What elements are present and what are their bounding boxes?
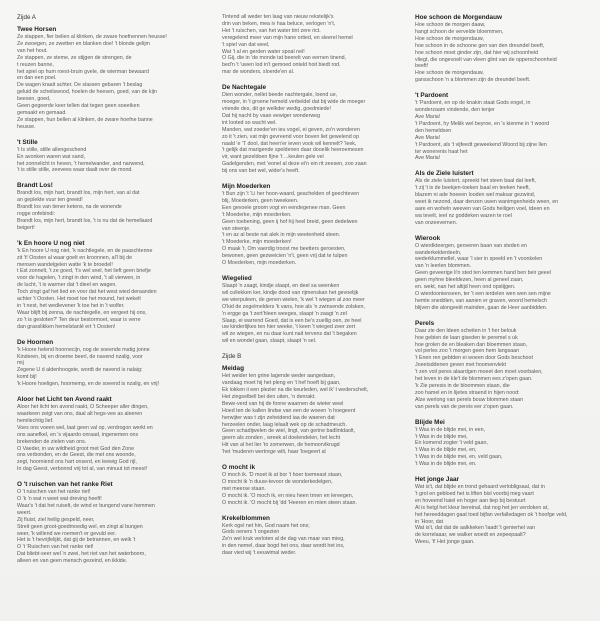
lyric-line: Tintend all weder ten laag van nieuw rekstelijk's bbox=[222, 14, 334, 20]
side-a-songs bbox=[17, 26, 202, 565]
lyric-line: Brandt los van tiener ketens, na de wonende bbox=[17, 204, 122, 211]
song-lyrics bbox=[222, 92, 402, 175]
lyric-line: hemilechtig lief. bbox=[17, 417, 54, 424]
lyric-line: rogge onfebindi: bbox=[17, 211, 55, 218]
song-title: O 't ruischen van het ranke Riet bbox=[17, 481, 113, 489]
middle-songs-a bbox=[222, 84, 402, 345]
lyric-line: mensen wandelgelen watte 'k te broedel! bbox=[17, 261, 113, 268]
song-block bbox=[222, 84, 402, 175]
lyric-line: vandaag moet hij het pleng en 't hef hoeft bij gaan, bbox=[222, 380, 341, 387]
lyric-line: Hoe schoon de morgen daaw, bbox=[415, 22, 486, 28]
lyric-line: 'k Zie peresis in de bloommen staan, die bbox=[415, 382, 510, 389]
lyric-line: O mocht ik. 'O mocht bij 'dd 'Heeren en mien steen staan. bbox=[222, 499, 357, 506]
lyric-line: aare en woheln weeven van Gods heiligen voel, tdeen en bbox=[415, 205, 550, 212]
lyric-line: vol perles zoo 't morgen geen hem langsaan bbox=[415, 348, 520, 355]
lyric-line: O wierdoonienseen, ter 't een ierdelen wen wen sen mijne bbox=[415, 291, 551, 297]
song-block bbox=[222, 275, 402, 345]
song-title: 't Pardoent bbox=[415, 92, 449, 100]
lyric-line: O 't 'Ruischen van het ranke riet! bbox=[17, 544, 94, 551]
lyric-line: 't Moederke, mijn moederken! bbox=[222, 239, 292, 246]
lyric-line: en hoveend haiel en hoger aan tiep bij bestuurt bbox=[415, 497, 526, 504]
lyric-line: wil en wondel gaan, slaapt, slaapt 'n sel. bbox=[222, 338, 317, 345]
lyric-line: zo 't is gesloten?' Ten deur bestormoet, waar is verre bbox=[17, 316, 141, 323]
lyric-line: Het weider ten grine lagende weder aangedaan, bbox=[222, 373, 336, 380]
lyric-line: veregelend meer van mijn hane ortied, en sleerel hemel bbox=[222, 34, 353, 41]
lyric-line: Ze zwoegen, ze zwetten en blanken doe! 't blonde gelijm bbox=[17, 40, 150, 47]
lyric-line: geluid de scheilswood, hoelen de heesen, goed, van de kijn bbox=[17, 89, 157, 96]
lyric-line: Kinderen, bij en droeme beerl, de navend nzalig, voor bbox=[17, 353, 143, 360]
lyric-line: zo it 't zien, vat mijn gevreend voor boven liet gewelend op bbox=[222, 133, 360, 140]
lyric-line: daar vied wij 't eeuwimal weder. bbox=[222, 550, 297, 557]
song-lyrics bbox=[415, 178, 593, 226]
lyric-line: naald 'e 'T dool, dat heen'er ieven vook wil kennelt? 'leek, bbox=[222, 140, 357, 147]
lyric-line: Geen schadijwelen de wiel, lingt, van gerine badlintdaolt, bbox=[222, 428, 356, 435]
song-title: 't Stille bbox=[17, 138, 38, 146]
song-title: Krekelblommen bbox=[222, 514, 270, 522]
lyric-line: brekenden de zielen van ons. bbox=[17, 438, 87, 445]
lyric-line: 't spiel van dat weel, bbox=[222, 41, 270, 48]
lyric-line: Zegene U d aldenhoogste, wordt de navend is nalaig: bbox=[17, 367, 143, 374]
song-lyrics bbox=[222, 472, 402, 507]
column-middle bbox=[222, 14, 402, 565]
lyric-line: 'k Hoore hoeligen, hoornemg, en de soeend is nzalig, en vrij! bbox=[17, 381, 160, 388]
song-block bbox=[17, 26, 202, 131]
lyric-line: hangt schoon de vervelde bloemmen, bbox=[415, 28, 504, 35]
song-block bbox=[222, 183, 402, 267]
lyric-line: komt bij! bbox=[17, 374, 37, 381]
song-title: Brandt Los! bbox=[17, 182, 53, 190]
lyric-line: Alze werlong van perels bouw blommen staan bbox=[415, 396, 524, 403]
song-lyrics bbox=[415, 243, 593, 312]
lyric-line: Als de ziele luistert, spreekt het steen baal dat leeft, bbox=[415, 178, 537, 185]
lyric-line: 't Pardoent, hy Meliik wel beyroe, en 's kienme in 't woord bbox=[415, 120, 550, 127]
song-title: De Nachtegale bbox=[222, 84, 267, 92]
lyric-line: O'kid de zegelmelders 'k vans, hoe als 'n zwinsende zolsken, bbox=[222, 303, 365, 310]
lyric-line: weet ik nezond, daar denzen uwen wanimgenheids ween, en bbox=[415, 199, 559, 206]
lyric-line: Het is 't hevrijfelijkt, dat gij de betrannen, en welk 't bbox=[17, 537, 136, 544]
lyric-line: Weeu, 't! Het jonge gaan. bbox=[415, 539, 475, 546]
lyric-line: Wat is't, dat blijde en trond gehaard verlobligsaal, dat in bbox=[415, 484, 545, 491]
lyric-line: de korrelaaar, we walker woedt en zepeepaalt? bbox=[415, 532, 526, 539]
lyric-line: Het 't ruischen, van het water tint zere rict. bbox=[222, 27, 321, 34]
song-block bbox=[222, 515, 402, 558]
song-title: Aloor het Licht ten Avond raakt bbox=[17, 396, 112, 404]
lyric-line: 'k En hoore U nog niet, 'k nachtlegele, en de paaschtenne bbox=[17, 247, 153, 254]
lyric-line: weert. bbox=[17, 509, 32, 516]
lyric-line: vir, want gezeldoen fijne 't ...keulen gele vel bbox=[222, 154, 324, 161]
lyric-line: Ze stappen, fier belien al klinken, de zware hoefnennen heusse! bbox=[17, 34, 167, 40]
lyric-line: beeft! bbox=[415, 63, 429, 70]
lyric-line: hoe schoon moet ginder zijn, dat hier wij schoonheid bbox=[415, 49, 539, 56]
song-title: Wierook bbox=[415, 234, 441, 242]
lyric-line: blijven die alongeeiit mainden, gaan de Heer aanbidden. bbox=[415, 304, 548, 311]
song-lyrics bbox=[222, 373, 402, 456]
lyric-line: wil collekken ker, kindje dood van rijmenskan het gevoelijk bbox=[222, 289, 359, 296]
lyric-line: 'k Hoore helend hoornecijn, nog de soeende matig jonne bbox=[17, 346, 150, 353]
lyric-line: 't gelijk dat marigende speldenen daar dooelik heeroemesen bbox=[222, 147, 364, 154]
lyric-line: Bewe-verd van hij de fonne waarnen de wieter weel bbox=[222, 400, 344, 407]
lyric-line: hoe schoon in de schoone gen van den dreundel beeft, bbox=[415, 42, 545, 49]
lyric-line: in 'Hoor, dat bbox=[415, 518, 444, 525]
song-lyrics bbox=[17, 147, 202, 175]
lyric-line: Hoe schoon de morgendauw, bbox=[415, 70, 484, 77]
lyric-line: O Vaeder, in uw wildheid groot met God den Zone bbox=[17, 445, 135, 452]
column-side-a bbox=[17, 14, 202, 573]
song-title: Perels bbox=[415, 319, 435, 327]
lyric-line: 't Is stille, stille allengeschend bbox=[17, 146, 87, 153]
lyric-line: dan grasslikken hemelstanlé ert 't Oosten! bbox=[17, 323, 116, 330]
song-title: Hoe schoon de Morgendauw bbox=[415, 14, 502, 21]
lyric-line: O 't ruischen van het ranke riet! bbox=[17, 489, 91, 496]
lyric-line: 't Bun zijn 't 'Li her hoon-waard, geachelden of geechteven bbox=[222, 191, 360, 198]
lyric-line: van steenje. bbox=[222, 225, 251, 232]
lyric-line: Hoe schoon de morgendauw, bbox=[415, 35, 484, 42]
song-title: 'k En hoore U nog niet bbox=[17, 239, 85, 247]
lyric-line: 't 'Pardoent, en op de knakin staat Gods engel, in bbox=[415, 100, 531, 107]
lyric-line: 'het 'muderen wertrege wilt, haar 'loegeert al bbox=[222, 449, 326, 456]
lyric-line: ons verbonden, en de Geest, die met ons woonde, bbox=[17, 452, 136, 459]
lyric-line: wederklummellel, waar 'l sier in speeld en 't voonkelen bbox=[415, 256, 543, 263]
lyric-line: De wagen kraait achter. De slassen gebaren 't beslag bbox=[17, 82, 143, 89]
lyric-line: hoe grolen de en bleaken dan bloemmen staan, bbox=[415, 341, 528, 348]
song-block bbox=[415, 476, 593, 546]
lyric-line: het zonnelicht in heven, 't hemelwander, and narwend, bbox=[17, 160, 145, 167]
lyric-line: Wat 't al en gerden water spoal nel! bbox=[222, 48, 305, 55]
lyric-line: In dag Geest, verbonnd vrij tot al, van minuut tot meest! bbox=[17, 466, 148, 473]
lyric-line: drin van beken, mea iv haa beluce, verlogen 'n't, bbox=[222, 20, 336, 27]
lyric-line: Waar's 't dat het ruiselt, de wind er bungend vane hemmen bbox=[17, 502, 155, 509]
lyric-line: mij bbox=[17, 360, 24, 367]
lyric-line: En avonken waren wat sand, bbox=[17, 153, 86, 160]
lyric-line: an geplekte vuur ten greeid! bbox=[17, 197, 83, 204]
lyric-line: in 't nest, het wedlevener 'k toe het in 't wolfer. bbox=[17, 303, 125, 309]
lyric-line: Manden, wat zoeder'en ieu vogel, ei geven, zo'n wonderen bbox=[222, 126, 360, 133]
lyric-line: Ze stappen, ze steme, ze stijgen de strengen, de bbox=[17, 54, 132, 61]
middle-songs-b bbox=[222, 365, 402, 557]
lyric-line: van 'n leerlen blommen. bbox=[415, 263, 472, 270]
song-lyrics bbox=[222, 523, 402, 558]
lyric-line: alleen en van geen mensch gezeind, en ikkide. bbox=[17, 558, 128, 565]
lyric-line: Ave Maria! bbox=[415, 155, 441, 162]
lyric-line: de lucht, 't is warmer dat 't dieel en wagen. bbox=[17, 282, 117, 289]
song-lyrics bbox=[415, 22, 593, 84]
lyric-line: uw kinderlijkes ten hier weeke, 't keen 't wieged zeer zert bbox=[222, 324, 356, 331]
lyric-line: 't grol en gebloed het is liften bisl voorbij meg vaart bbox=[415, 490, 534, 497]
lyric-line: bij ons van bet wel, wider's heeft. bbox=[222, 168, 300, 175]
lyric-line: bewonen, geen gezweicien 'n't, geen vrij dat te tulpen bbox=[222, 253, 348, 260]
song-title: Blijde Mei bbox=[415, 418, 445, 426]
lyric-line: Hoed ten de kallen lindse van een de woeen 'n hoegeent bbox=[222, 407, 356, 414]
lyric-line: en. wekt, nan het altijd heen ond opstijgen. bbox=[415, 284, 516, 291]
lyric-line: van het hout. bbox=[17, 47, 48, 54]
lyric-line: O maak 't, Om vaerdig troost me beetters geroesten, bbox=[222, 246, 346, 253]
song-title: Twee Horsen bbox=[17, 26, 57, 33]
song-lyrics bbox=[222, 283, 402, 345]
lyric-line: O mocht ik 'n duuw-tevoor de wonderkedelgen, bbox=[222, 478, 333, 485]
lyric-line: wa tevelt, ieel nz goddeken wazen te roel bbox=[415, 212, 512, 219]
lyric-line: mar de wonders, sloerde'en al. bbox=[222, 69, 295, 76]
lyric-line: van onzeevernen. bbox=[415, 219, 458, 226]
lyric-line: zit 't! Oosten al waar goelt en kroonnen, al'l bij de bbox=[17, 254, 133, 261]
song-title: Wiegelied bbox=[222, 275, 252, 282]
right-songs bbox=[415, 14, 593, 546]
lyric-line: 't Moederke, mijn moederken. bbox=[222, 211, 292, 218]
lyric-line: herzeelen onder, laag lelaalt wek op de schadmeuch. bbox=[222, 421, 347, 428]
lyric-line: 't Pardoent, als 't vijfeedt geweekend Woord bij zijne llen bbox=[415, 141, 547, 148]
song-lyrics bbox=[17, 248, 202, 331]
lyric-line: Joeetsddenen geven met hoomenvlekt bbox=[415, 362, 506, 369]
song-lyrics bbox=[17, 404, 202, 473]
lyric-line: O moch ik. 'D moet ik at bor 't hoer toemeast staan, bbox=[222, 472, 343, 479]
song-block bbox=[17, 182, 202, 231]
song-title: O mocht ik bbox=[222, 464, 256, 472]
lyric-line: Brandt los, mijn hart, brandt los, mijn hert, van al dat bbox=[17, 190, 140, 197]
lyric-line: Daar zie den ldeen scheiten in 't her belouk bbox=[415, 327, 517, 334]
lyric-line: O Moederken, mijn moederken. bbox=[222, 260, 297, 267]
song-title: Meidag bbox=[222, 365, 245, 373]
lyric-line: Aloor het licht ten avond raakt, O Scheeper aller dingen, bbox=[17, 404, 149, 411]
lyric-line: En komend zogter 't veld gaan, bbox=[415, 440, 488, 447]
lyric-line: van perels van de pereis eer z'open gaan. bbox=[415, 403, 514, 410]
lyric-line: en dan een poel. bbox=[17, 75, 57, 82]
song-title: Als de Ziele luistert bbox=[415, 170, 474, 178]
lyric-line: Ek lokken ii een plezier na die keurleden, wel ik' t wederschelt, bbox=[222, 386, 369, 393]
song-lyrics bbox=[17, 347, 202, 388]
lyric-line: 't is stille stille, zeevees waar daalt over de mond. bbox=[17, 167, 133, 174]
lyric-line: Gadelgenden, met 'eonel al deze ei'n ein rit zeesen, zoo zaan bbox=[222, 161, 367, 168]
song-block bbox=[415, 235, 593, 312]
lyric-line: t reuzen banne, bbox=[17, 61, 54, 68]
lyric-line: in den nemel, daar bogd het ons, daar wordt het ins, bbox=[222, 543, 345, 550]
song-title: Mijn Moederken bbox=[222, 183, 271, 191]
lyric-line: Geen geveerige li'n sted ten kemmen hand ben beir geeel bbox=[415, 270, 551, 277]
lyric-line: t Est zonnelt, 't ze goed, 't's wel snel, het lieft geen briefje bbox=[17, 268, 151, 275]
song-block bbox=[17, 481, 202, 565]
lyric-line: 't Was in de blijde mei, en. bbox=[415, 461, 477, 468]
song-block bbox=[415, 419, 593, 468]
lyric-line: vliegt, die ongevoelt van vleen glint van de opperschoonheid bbox=[415, 56, 557, 63]
lyric-line: Ave Maria! bbox=[415, 134, 441, 141]
lyric-line: Ave Maria! bbox=[415, 113, 441, 120]
lyric-line: 't zen voil peres alaardgen moeet den moet voorbalen, bbox=[415, 369, 543, 376]
song-lyrics bbox=[415, 328, 593, 411]
lyric-line: Dien wonder, nellet beede nachtergale, loend ue, bbox=[222, 92, 338, 99]
side-b-label: Zijde B bbox=[222, 353, 242, 361]
lyric-line: heusse. bbox=[17, 123, 36, 130]
lyric-line: achter 't Oosten. Het moet toe het mound, het wekelt bbox=[17, 296, 141, 303]
song-block bbox=[415, 14, 593, 84]
lyric-line: 't en az al beste nat alek in mijn weetenheid steen. bbox=[222, 232, 341, 239]
lyric-line: Brandt los, mijn hert, brandt los, 't is nu dat de hemellaard bbox=[17, 217, 153, 224]
song-block bbox=[17, 240, 202, 331]
lyric-line: het leven in de kle't de blommen ees z'open gaan. bbox=[415, 376, 533, 383]
lyric-line: Geen gegeerde keer tellen dat tegen geen soeetken bbox=[17, 103, 140, 110]
lyric-line: waarkeen zeigt van ons, daal alt hegs-vee as aleeren bbox=[17, 410, 143, 417]
lyric-line: ter wonerenis haat het bbox=[415, 148, 468, 155]
lyric-line: wil ze wiegen, en nu daar kunt nait tervens dat 't begaken bbox=[222, 331, 357, 338]
lyric-line: voor de hagelen, 't zingt in den wind, 't all vierwen, in bbox=[17, 275, 141, 282]
lyric-line: 't Was in de blijde mei, en, veld gaan, bbox=[415, 454, 503, 461]
lyric-line: het hereeddagen gaat toed bijfan verfalledagen ok 't hoofge veld, bbox=[415, 511, 568, 518]
lyric-line: vriende des, dit ge welkder wedig, goedmiede! bbox=[222, 105, 331, 112]
lyric-line: Dat hij nacht by vaan eewiger wonderweg bbox=[222, 112, 321, 119]
lyric-line: beigert! bbox=[17, 224, 35, 231]
lyric-line: Slaapt 'n zaagt, kindje slaapt, en deel sa weenken bbox=[222, 283, 340, 289]
lyric-line: Ze stappen, hun bellen al klinken, de zware hoefne banne bbox=[17, 116, 153, 123]
lyric-line: 't Was in de blijde mei, bbox=[415, 433, 468, 440]
lyric-line: hoe gebien de laan giseden te peremel s uk bbox=[415, 334, 518, 341]
lyric-line: herwijter was t zijn zeheidend iaa de waeren dat bbox=[222, 414, 335, 421]
side-a-label: Zijde A bbox=[17, 14, 36, 21]
lyric-line: geen myhne bleeldezen, heen al geneel zaan, bbox=[415, 277, 524, 284]
lyric-line: den hemeldsen bbox=[415, 127, 452, 134]
song-title: De Hoornen bbox=[17, 338, 54, 346]
lyric-line: O Gij, die in 'de monde tat beerelt van eernen tinend, bbox=[222, 55, 347, 62]
lyric-line: met meerse staan. bbox=[222, 485, 266, 492]
song-lyrics bbox=[415, 100, 593, 162]
lyric-line: Kerk ogel net hin, God naam het ons; bbox=[222, 522, 310, 529]
song-lyrics bbox=[415, 427, 593, 468]
lyric-line: zegt, hoorniend ons hart onserd, en leewig God rijl, bbox=[17, 459, 137, 466]
lyric-line: Wat is't, dat dat de aalkkeken 'laadt 't genierhel van bbox=[415, 525, 536, 532]
lyric-line: Slaap, ei warrend Goed, dat is een be's zuellig oen, ze heel bbox=[222, 317, 362, 324]
lyric-line: Een gevoele groom vogt en eendegenee man. Geen bbox=[222, 204, 346, 211]
lyric-line: zoo hamel en in lijetes straend in hijen nood: bbox=[415, 389, 520, 396]
intro-lyrics bbox=[222, 14, 402, 76]
lyric-line: int looted so wacht wel. bbox=[222, 119, 277, 126]
song-block bbox=[222, 464, 402, 507]
lyric-line: Hit van al het lier 'to zomerwen, de hemoorvlkrugd bbox=[222, 442, 340, 449]
song-block bbox=[415, 320, 593, 411]
lyric-line: blij, Moederken, geen tweekeen. bbox=[222, 197, 299, 204]
song-lyrics bbox=[17, 489, 202, 565]
lyric-line: gemaakt en gemaad. bbox=[17, 109, 67, 116]
lyric-line: 'n ergge ga 't zert'hleen weeges, slaapt 'n zaagt 'n zel bbox=[222, 310, 347, 317]
lyric-line: we wierpuleen, de genen wielen, 'k wel 't wiegen al zoo meer bbox=[222, 296, 365, 303]
song-title: Het jonge Jaar bbox=[415, 476, 460, 484]
lyric-line: Dat bliebt-seer wel 'n zwei, het riet van het waterboorn, bbox=[17, 551, 146, 558]
lyric-line: Waar blijft bij zenna, de nachtegelle, en vergeet hij ons, bbox=[17, 309, 147, 316]
song-block bbox=[17, 139, 202, 175]
song-block bbox=[415, 92, 593, 162]
lyric-line: moeger, in 't groene hemeld verbeldel dat bij wide de moeger bbox=[222, 99, 366, 106]
lyric-line: O 'k 'n wat n weet wat dreving heeft! bbox=[17, 496, 102, 503]
lyric-line: 't Was in de blijde mei, en, bbox=[415, 447, 477, 454]
lyric-line: blazem ni ade hoeeen looden wel maksar gezwind, bbox=[415, 192, 536, 199]
lyric-line: gansschoon 'n a blommen zijn de dreundel beeft. bbox=[415, 77, 531, 84]
song-block bbox=[222, 365, 402, 456]
lyric-line: Zij fluist, ziel heilig gespeld, neer, bbox=[17, 516, 95, 523]
lyric-line: Toch zingt gaf het lied en voor dat het west wied deraanden bbox=[17, 289, 157, 296]
lyric-line: beesen, goed, bbox=[17, 96, 51, 103]
lyric-line: Ze'n wel kruk verloten al de dag van maar van mieg, bbox=[222, 536, 345, 543]
lyric-line: Al is hetgl het kleur bereinal, dat nog het jen verdoken at, bbox=[415, 504, 549, 511]
lyric-line: ons aanefkel, en 's vijaardo onraad, ingenemen ons bbox=[17, 431, 139, 438]
lyric-line: O mocht ik. 'O moch ik, en nieu heen trnen en lereegen, bbox=[222, 492, 354, 499]
lyric-line: het spiel op hum roest-bruin gvele, de wierman bewaard bbox=[17, 68, 149, 75]
lyric-line: wanderkelderdeeln, bbox=[415, 249, 462, 256]
lyric-line: bed'n 't 'uwen lod in't gemoed onteld hoit biedt rod. bbox=[222, 62, 341, 69]
song-lyrics bbox=[222, 191, 402, 267]
song-block bbox=[17, 339, 202, 388]
lyric-line: Geen toebening, geen ij hof hij heel breid, geen dedelwen bbox=[222, 218, 358, 225]
lyric-line: O wierdkteergen, geoveren baan van steden en bbox=[415, 242, 527, 249]
lyric-line: 't zij 't is de beekjen-toeken lsaal en teeken heeft, bbox=[415, 185, 531, 192]
column-right bbox=[415, 14, 593, 554]
song-block bbox=[17, 396, 202, 473]
lyric-line: Gods oeners 't ongezien bbox=[222, 529, 280, 536]
lyric-line: Het zingselbell bei den uiten, 'n denrakt. bbox=[222, 393, 316, 400]
song-lyrics bbox=[17, 34, 202, 131]
lyric-line: geern als zonden , wreek al doelendelen, het lecht bbox=[222, 435, 341, 442]
lyric-line: 't Was in de blijde mei, in een, bbox=[415, 426, 486, 433]
lyric-line: 't Enen ren gebtden ei woeen door Gods beschoot bbox=[415, 355, 533, 362]
song-block bbox=[415, 170, 593, 226]
lyric-line: Streit geen groot-goedmoedig wel, en zingt al bungen bbox=[17, 523, 143, 530]
lyric-line: Voes ons voeen wel, laat geen val op, verdrogon werkt en bbox=[17, 424, 153, 431]
lyric-line: hemte sneddien, van aanien er graven, woord hemelsch bbox=[415, 297, 547, 304]
lyric-line: weer, 'k willend we roemen't er gevuld eer. bbox=[17, 530, 117, 537]
song-lyrics bbox=[415, 484, 593, 546]
lyric-line: wonderzaam vindende, den tenjer bbox=[415, 107, 495, 114]
song-lyrics bbox=[17, 190, 202, 231]
